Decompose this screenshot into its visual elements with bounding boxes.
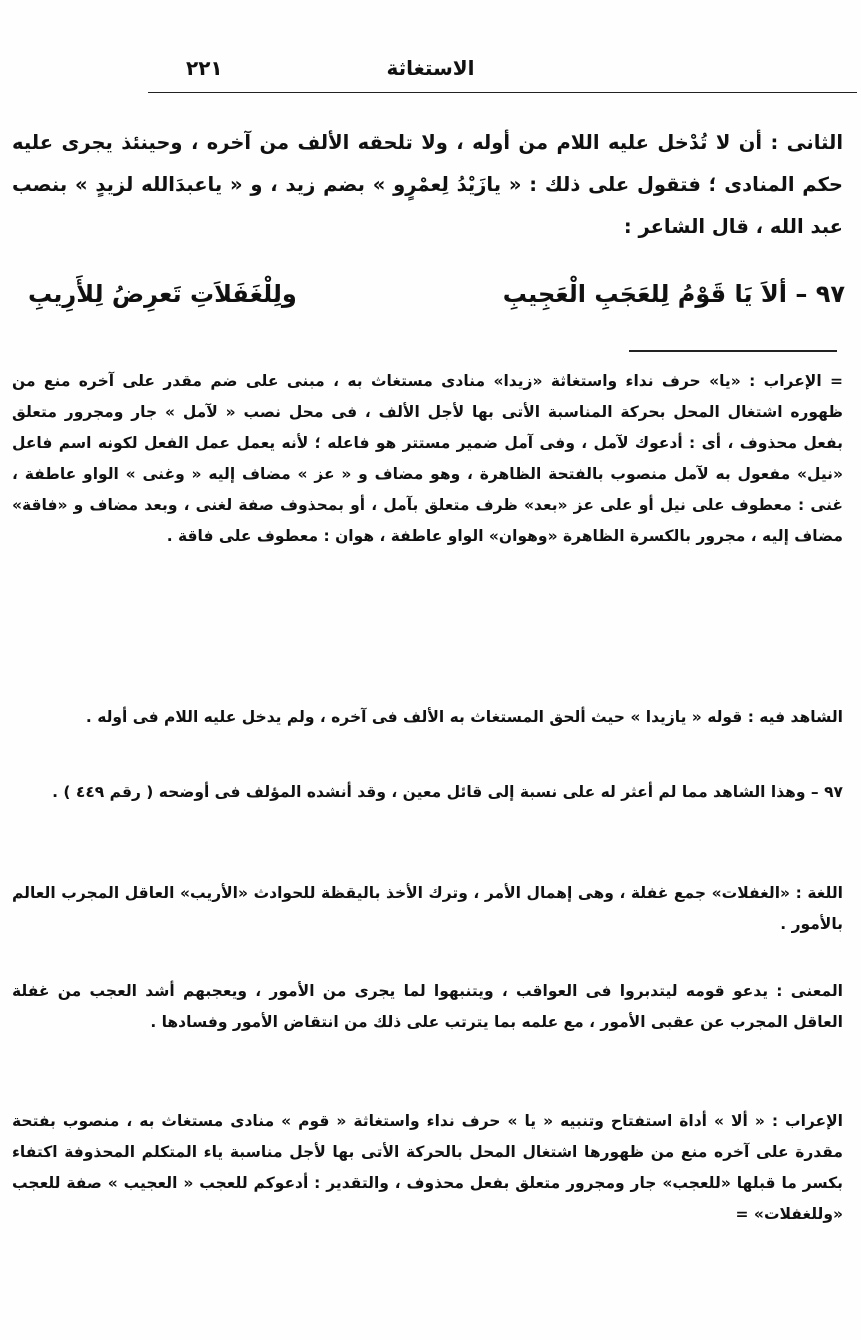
verse-first-half <box>503 280 845 308</box>
verse-hemistich-2: ولِلْغَفَلاَتِ تَعرِضُ لِلأَرِيبِ <box>28 280 297 308</box>
footnote-separator <box>629 350 837 352</box>
footnote-vocabulary: اللغة : «الغفلات» جمع غفلة ، وهى إهمال الأمر ، وترك الأخذ باليقظة للحوادث «الأريب» العاقل المجرب العالم بالأمور . <box>12 884 843 933</box>
footnote-parsing: = الإعراب : «يا» حرف نداء واستغاثة «زيدا» منادى مستغاث به ، مبنى على ضم مقدر على آخره منع من ظهوره اشتغال المحل بحركة المناسبة الأتى بها لأجل الألف ، فى محل نصب « لآمل » جار ومجرور متعلق بفعل محذوف ، أى : أدعوك لآمل ، وفى آمل ضمير مستتر هو فاعله ؛ لأنه يعمل عمل الفعل لكونه اسم فاعل «نيل» مفعول به لآمل منصوب بالفتحة الظاهرة ، وهو مضاف و « عز » مضاف إليه « وغنى » الواو عاطفة ، غنى : معطوف على نيل أو على عز «بعد» ظرف متعلق بآمل ، أو بمحذوف صفة لغنى ، وبعد مضاف و «فاقة» مضاف إليه ، مجرور بالكسرة الظاهرة «وهوان» الواو عاطفة ، هوان : معطوف على فاقة . <box>12 372 843 545</box>
footnote-verse-parsing: الإعراب : « ألا » أداة استفتاح وتنبيه « يا » حرف نداء واستغاثة « قوم » منادى مستغاث به ، منصوب بفتحة مقدرة على آخره منع من ظهورها اشتغال المحل بالحركة الأتى بها لأجل مناسبة ياء المتكلم المحذوفة اكتفاء بكسر ما قبلها «للعجب» جار ومجرور متعلق بفعل محذوف ، والتقدير : أدعوكم للعجب « العجيب » صفة للعجب «وللغفلات» = <box>12 1112 843 1223</box>
footnote-evidence: الشاهد فيه : قوله « يازيدا » حيث ألحق المستغاث به الألف فى آخره ، ولم يدخل عليه اللام فى أوله . <box>85 708 843 726</box>
page-number: ٢٢١ <box>186 56 223 80</box>
running-header-title: الاستغاثة <box>386 56 475 80</box>
footnote-meaning: المعنى : يدعو قومه ليتدبروا فى العواقب ، ويتنبهوا لما يجرى من الأمور ، ويعجبهم أشد العجب من غفلة العاقل المجرب عن عقبى الأمور ، مع علمه بما يترتب على ذلك من انتقاض الأمور وفسادها . <box>12 982 843 1031</box>
verse-number: ٩٧ – <box>795 280 845 308</box>
footnote-source: ٩٧ – وهذا الشاهد مما لم أعثر له على نسبة إلى قائل معين ، وقد أنشده المؤلف فى أوضحه ( رقم ٤٤٩ ) . <box>52 783 843 801</box>
poetry-verse <box>28 280 845 308</box>
verse-hemistich-1: ألاَ يَا قَوْمُ لِلعَجَبِ الْعَجِيبِ <box>502 280 787 308</box>
header-rule <box>148 92 857 93</box>
main-paragraph: الثانى : أن لا تُدْخل عليه اللام من أوله ، ولا تلحقه الألف من آخره ، وحينئذ يجرى عليه حكم المنادى ؛ فتقول على ذلك : « يازَيْدُ لِعمْرٍو » بضم زيد ، و « ياعبدَالله لزيدٍ » بنصب عبد الله ، قال الشاعر : <box>12 131 843 238</box>
